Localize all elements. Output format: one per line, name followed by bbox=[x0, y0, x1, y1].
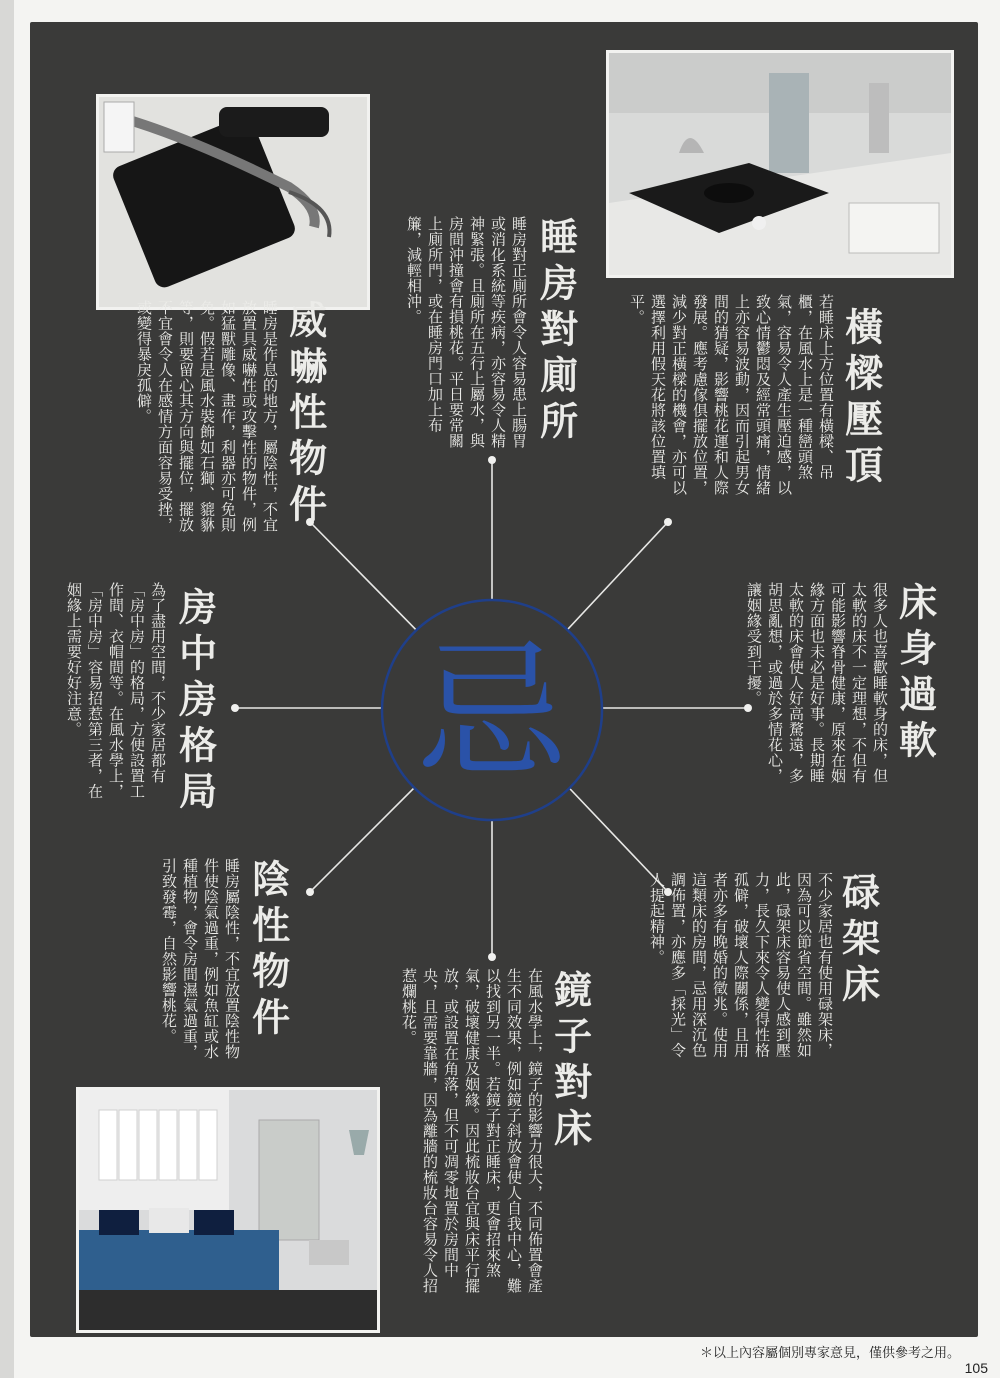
title-yin: 陰性物件 bbox=[245, 859, 291, 1043]
title-room-in-room: 房中房格局 bbox=[172, 587, 218, 817]
body-yin: 睡房屬陰性，不宜放置陰性物件使陰氣過重，例如魚缸或水種植物，會令房間濕氣過重，引致發霉，自然影響桃花。 bbox=[160, 858, 241, 1060]
body-mirror: 在風水學上，鏡子的影響力很大，不同佈置會產生不同效果，例如鏡子斜放會使人自我中心，難以找到另一半。若鏡子對正睡床，更會招來煞氣，破壞健康及姻緣。因此梳妝台宜與床平行擺放，或設置在角落，但不可凋零地置於房間中央，且需要靠牆，因為離牆的梳妝台容易令人招惹爛桃花。 bbox=[400, 968, 544, 1294]
body-beam: 若睡床上方位置有橫樑、吊櫃，在風水上是一種巒頭煞氣，容易令人產生壓迫感，以致心情鬱悶及經常頭痛，情緒上亦容易波動，因而引起男女間的猜疑，影響桃花運和人際發展。應考慮傢俱擺放位置，減少對正橫樑的機會，亦可以選擇利用假天花將該位置填平。 bbox=[628, 294, 835, 496]
title-toilet: 睡房對廁所 bbox=[533, 217, 579, 447]
center-glyph: 忌 bbox=[416, 626, 568, 800]
content-panel bbox=[30, 22, 978, 1337]
body-toilet: 睡房對正廁所會令人容易患上腸胃或消化系統等疾病，亦容易令人精神緊張。且廁所在五行上屬水，與房間沖撞會有損桃花。平日要常關上廁所門，或在睡房門口加上布簾，減輕相沖。 bbox=[405, 216, 528, 449]
page-number: 105 bbox=[964, 1360, 988, 1376]
title-soft-bed: 床身過軟 bbox=[892, 582, 938, 766]
title-loft-bed: 碌架床 bbox=[835, 872, 881, 1010]
body-threat: 睡房是作息的地方，屬陰性，不宜放置具威嚇性或攻擊性的物件，例如猛獸雕像、畫作，利器亦可免則免。假若是風水裝飾如石獅、貔貅等，則要留心其方向與擺位，擺放不宜會令人在感情方面容易受挫，或變得暴戾孤僻。 bbox=[135, 300, 279, 533]
title-beam: 橫樑壓頂 bbox=[838, 307, 884, 491]
spoke-bottom-left bbox=[310, 772, 430, 892]
title-mirror: 鏡子對床 bbox=[547, 970, 593, 1154]
body-room-in-room: 為了盡用空間，不少家居都有「房中房」的格局，方便設置工作間、衣帽間等。在風水學上，「房中房」容易招惹第三者，在姻緣上需要好好注意。 bbox=[65, 582, 167, 799]
page-edge bbox=[0, 0, 14, 1378]
body-soft-bed: 很多人也喜歡睡軟身的床，但太軟的床不一定理想，不但有可能影響脊骨健康，原來在姻緣方面也未必是好事。長期睡太軟的床會使人好高騖遠，多胡思亂想，或過於多情花心，讓姻緣受到干擾。 bbox=[745, 582, 889, 784]
spoke-top-left bbox=[310, 522, 430, 644]
title-threat: 威嚇性物件 bbox=[282, 300, 328, 530]
spoke-top-right bbox=[554, 522, 668, 644]
footnote: ＊以上內容屬個別專家意見，僅供參考之用。 bbox=[699, 1346, 960, 1361]
body-loft-bed: 不少家居也有使用碌架床，因為可以節省空間。雖然如此，碌架床容易使人感到壓力，長久下來令人變得性格孤僻，破壞人際關係，且用者亦多有晚婚的徵兆。使用這類床的房間，忌用深沉色調佈置，亦應多「採光」令人提起精神。 bbox=[648, 872, 834, 1058]
